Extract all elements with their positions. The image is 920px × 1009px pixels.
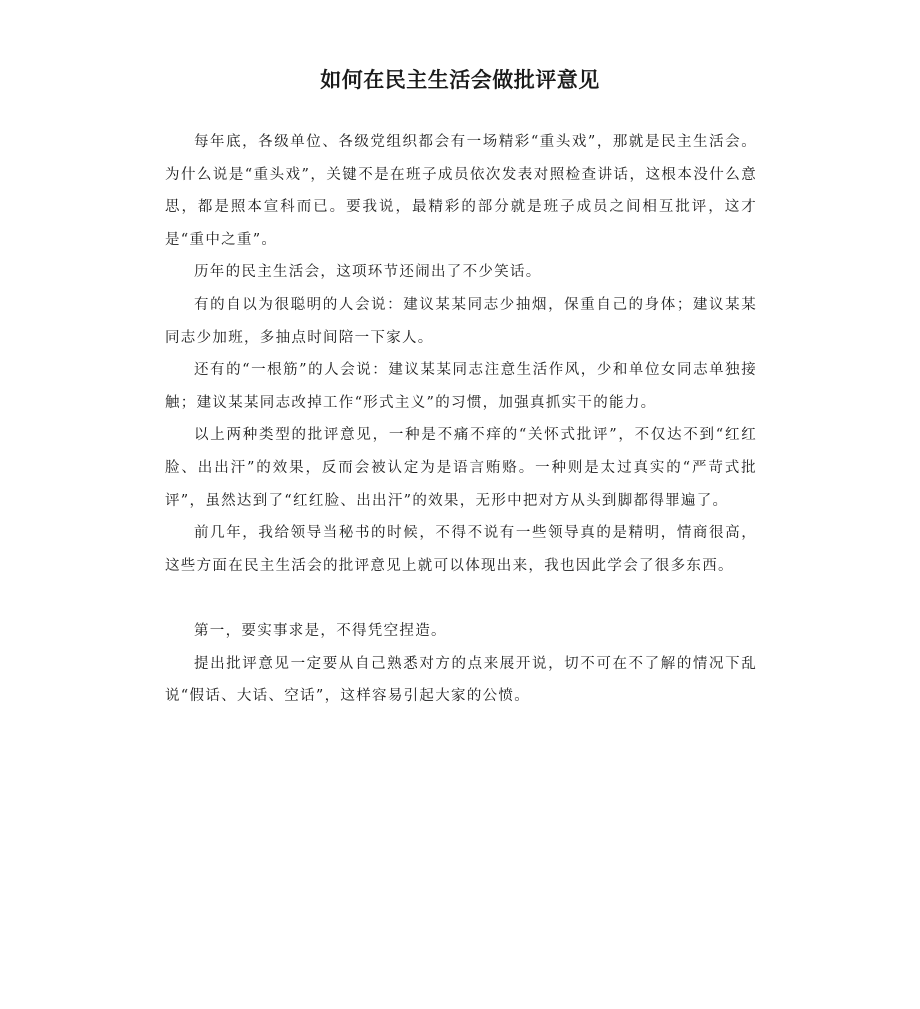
paragraph-spacer — [165, 582, 757, 615]
paragraph-jokes: 历年的民主生活会，这项环节还闹出了不少笑话。 — [194, 264, 542, 281]
document-title: 如何在民主生活会做批评意见 — [320, 68, 600, 92]
paragraph-intro: 每年底，各级单位、各级党组织都会有一场精彩“重头戏”，那就是民主生活会。为什么说是“重头戏”，关键不是在班子成员依次发表对照检查讲话，这根本没什么意思，都是照本宣科而已。要我说，最精彩的部分就是班子成员之间相互批评，这才是“重中之重”。 — [165, 134, 757, 248]
paragraph-secretary-experience: 前几年，我给领导当秘书的时候，不得不说有一些领导真的是精明，情商很高，这些方面在民主生活会的批评意见上就可以体现出来，我也因此学会了很多东西。 — [165, 525, 757, 574]
paragraph-clever-type: 有的自以为很聪明的人会说：建议某某同志少抽烟，保重自己的身体；建议某某同志少加班，多抽点时间陪一下家人。 — [165, 296, 757, 346]
paragraph-stubborn-type: 还有的“一根筋”的人会说：建议某某同志注意生活作风，少和单位女同志单独接触；建议某某同志改掉工作“形式主义”的习惯，加强真抓实干的能力。 — [165, 362, 757, 411]
paragraph-point-one: 第一，要实事求是，不得凭空捏造。 — [194, 622, 447, 639]
paragraph-point-one-detail: 提出批评意见一定要从自己熟悉对方的点来展开说，切不可在不了解的情况下乱说“假话、大话、空话”，这样容易引起大家的公愤。 — [165, 655, 757, 705]
paragraph-two-types: 以上两种类型的批评意见，一种是不痛不痒的“关怀式批评”，不仅达不到“红红脸、出出汗”的效果，反而会被认定为是语言贿赂。一种则是太过真实的“严苛式批评”，虽然达到了“红红脸、出出汗”的效果，无形中把对方从头到脚都得罪遍了。 — [165, 427, 757, 509]
document-body — [165, 126, 757, 713]
